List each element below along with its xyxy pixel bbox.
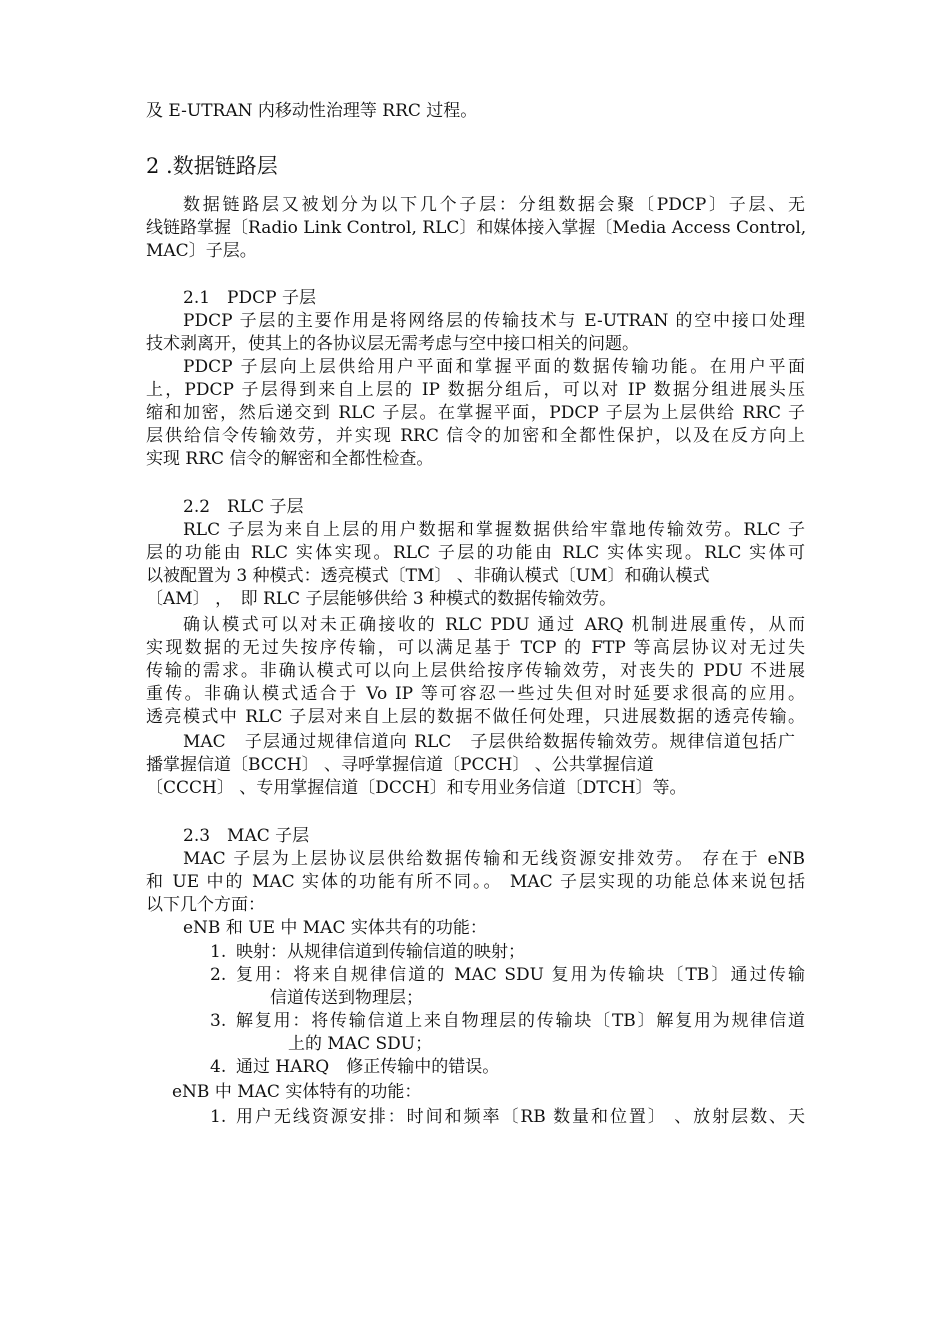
list-label-enb: eNB 中 MAC 实体特有的功能：	[172, 1082, 422, 1102]
list-number: 4.	[210, 1057, 227, 1077]
list-number: 3.	[210, 1011, 227, 1031]
paragraph-line: 实现数据的无过失按序传输，可以满足基于 TCP 的 FTP 等高层协议对无过失	[146, 638, 805, 658]
list-item-text: 复用：将来自规律信道的 MAC SDU 复用为传输块〔TB〕通过传输	[236, 965, 805, 985]
paragraph-line: 以被配置为 3 种模式：透亮模式〔TM〕 、非确认模式〔UM〕和确认模式	[146, 566, 710, 586]
paragraph-line: 播掌握信道〔BCCH〕 、寻呼掌握信道〔PCCH〕 、公共掌握信道	[146, 755, 654, 775]
list-number: 2.	[210, 965, 227, 985]
paragraph-line: PDCP 子层向上层供给用户平面和掌握平面的数据传输功能。在用户平面	[183, 357, 805, 377]
paragraph-line: 实现 RRC 信令的解密和全都性检查。	[146, 449, 434, 469]
list-item-text: 解复用：将传输信道上来自物理层的传输块〔TB〕解复用为规律信道	[236, 1011, 805, 1031]
section-heading-data-link-layer: 2 .数据链路层	[146, 154, 278, 178]
paragraph-line: 层供给信令传输效劳，并实现 RRC 信令的加密和全都性保护，以及在反方向上	[146, 426, 805, 446]
list-number: 1.	[210, 1107, 227, 1127]
list-item-text: 信道传送到物理层；	[270, 988, 423, 1008]
paragraph-line: 和 UE 中的 MAC 实体的功能有所不同。。 MAC 子层实现的功能总体来说包括	[146, 872, 805, 892]
subsection-heading-rlc: 2.2 RLC 子层	[183, 497, 304, 517]
list-item-text: 用户无线资源安排：时间和频率〔RB 数量和位置〕 、放射层数、天	[236, 1107, 805, 1127]
paragraph-line: MAC 子层为上层协议层供给数据传输和无线资源安排效劳。 存在于 eNB	[183, 849, 805, 869]
paragraph-line: 上，PDCP 子层得到来自上层的 IP 数据分组后，可以对 IP 数据分组进展头压	[146, 380, 805, 400]
paragraph-line: 〔AM〕 ， 即 RLC 子层能够供给 3 种模式的数据传输效劳。	[146, 589, 617, 609]
list-number: 1.	[210, 942, 227, 962]
list-item-text: 通过 HARQ 修正传输中的错误。	[236, 1057, 500, 1077]
list-label-common: eNB 和 UE 中 MAC 实体共有的功能：	[183, 918, 487, 938]
list-item-text: 映射：从规律信道到传输信道的映射；	[236, 942, 525, 962]
paragraph-line: 线链路掌握〔Radio Link Control, RLC〕和媒体接入掌握〔Media Access Control,	[146, 218, 807, 238]
subsection-heading-pdcp: 2.1 PDCP 子层	[183, 288, 316, 308]
paragraph-line: PDCP 子层的主要作用是将网络层的传输技术与 E-UTRAN 的空中接口处理	[183, 311, 805, 331]
paragraph-line: 以下几个方面：	[146, 895, 265, 915]
paragraph-line: MAC 子层通过规律信道向 RLC 子层供给数据传输效劳。规律信道包括广	[183, 732, 795, 752]
paragraph-line: 层的功能由 RLC 实体实现。RLC 子层的功能由 RLC 实体实现。RLC 实体可	[146, 543, 805, 563]
paragraph-line: 技术剥离开，使其上的各协议层无需考虑与空中接口相关的问题。	[146, 334, 639, 354]
paragraph-line: MAC〕子层。	[146, 241, 257, 261]
paragraph-line: 数据链路层又被划分为以下几个子层：分组数据会聚〔PDCP〕子层、无	[183, 195, 805, 215]
paragraph-line: 重传。非确认模式适合于 Vo IP 等可容忍一些过失但对时延要求很高的应用。	[146, 684, 805, 704]
paragraph-line: 传输的需求。非确认模式可以向上层供给按序传输效劳，对丧失的 PDU 不进展	[146, 661, 805, 681]
paragraph-line: 〔CCCH〕 、专用掌握信道〔DCCH〕和专用业务信道〔DTCH〕等。	[146, 778, 687, 798]
subsection-heading-mac: 2.3 MAC 子层	[183, 826, 310, 846]
paragraph-line: 确认模式可以对未正确接收的 RLC PDU 通过 ARQ 机制进展重传，从而	[183, 615, 805, 635]
list-item-text: 上的 MAC SDU；	[288, 1034, 433, 1054]
paragraph-line: RLC 子层为来自上层的用户数据和掌握数据供给牢靠地传输效劳。RLC 子	[183, 520, 805, 540]
paragraph-line: 缩和加密，然后递交到 RLC 子层。在掌握平面，PDCP 子层为上层供给 RRC 子	[146, 403, 805, 423]
paragraph-line: 透亮模式中 RLC 子层对来自上层的数据不做任何处理，只进展数据的透亮传输。	[146, 707, 805, 727]
intro-line: 及 E-UTRAN 内移动性治理等 RRC 过程。	[146, 101, 478, 121]
